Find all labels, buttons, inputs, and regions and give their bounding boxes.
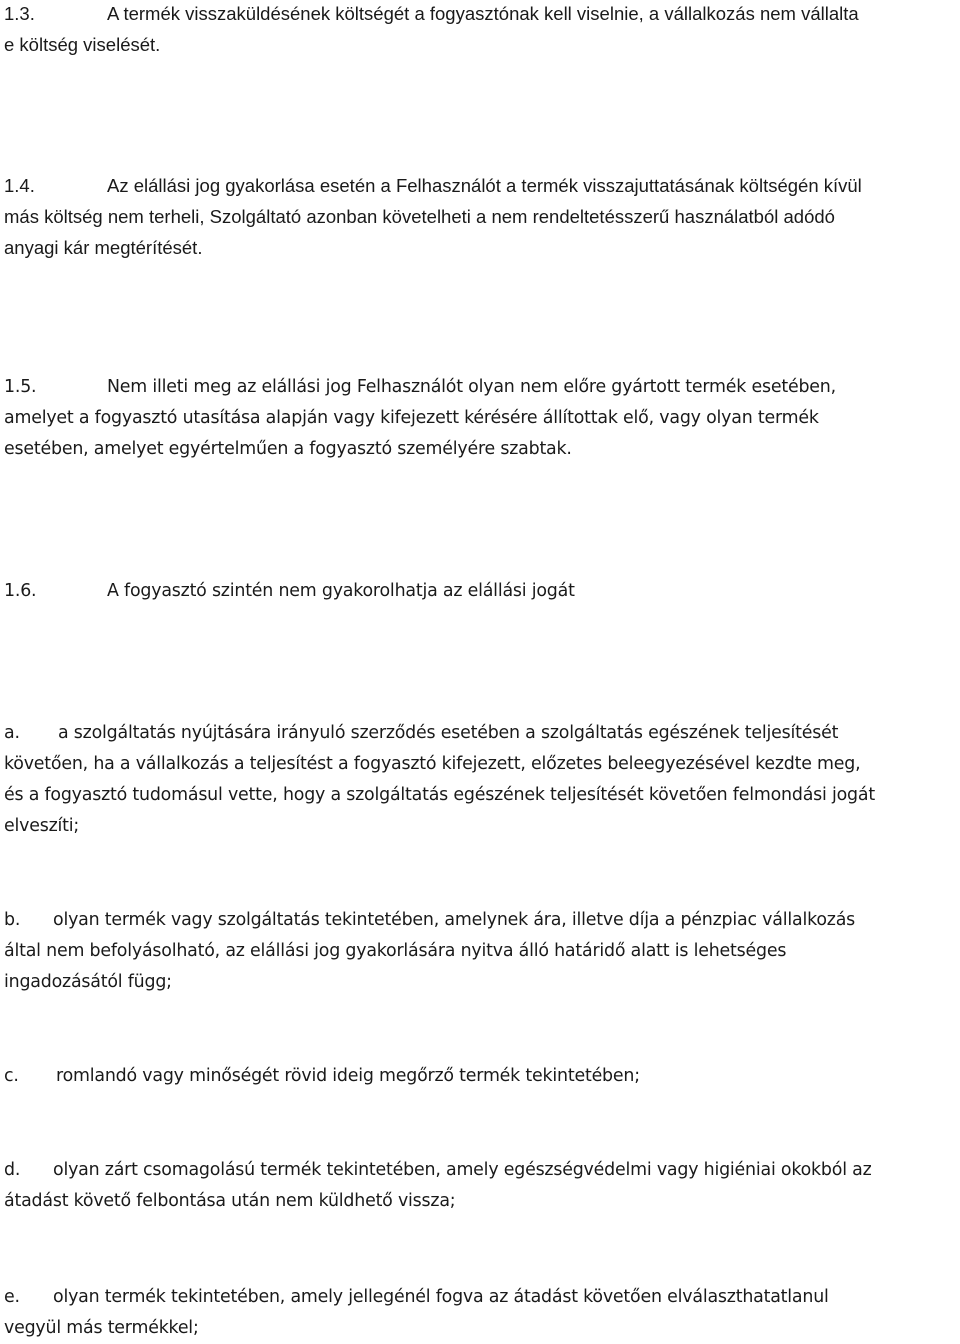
section-number: 1.4. [4,175,35,196]
list-text: átadást követő felbontása után nem küldhető vissza; [4,1191,456,1211]
list-item-e [4,1282,956,1344]
section-text: e költség viselését. [4,34,161,55]
list-text: a szolgáltatás nyújtására irányuló szerződés esetében a szolgáltatás egészének teljesítését [58,723,839,743]
list-text: vegyül más termékkel; [4,1318,199,1338]
list-text: olyan termék vagy szolgáltatás tekintetében, amelynek ára, illetve díja a pénzpiac vállalkozás [53,910,856,930]
list-line [4,1282,956,1313]
section-text: esetében, amelyet egyértelműen a fogyasztó személyére szabtak. [4,439,572,459]
section-line [4,0,956,29]
list-text: által nem befolyásolható, az elállási jog gyakorlására nyitva álló határidő alatt is lehetséges [4,941,787,961]
section-number: 1.5. [4,377,37,397]
section-text: A termék visszaküldésének költségét a fogyasztónak kell viselnie, a vállalkozás nem vállalta [107,3,859,24]
list-text: romlandó vagy minőségét rövid ideig megőrző termék tekintetében; [56,1066,640,1086]
section-1-5 [4,372,956,465]
list-text: és a fogyasztó tudomásul vette, hogy a szolgáltatás egészének teljesítését követően felmondási jogát [4,785,875,805]
section-text: A fogyasztó szintén nem gyakorolhatja az elállási jogát [107,581,575,601]
list-letter: c. [4,1066,19,1086]
list-item-b [4,905,956,998]
section-1-3 [4,0,956,60]
section-line [4,576,956,607]
section-line [4,170,956,201]
list-letter: b. [4,910,21,930]
list-letter: e. [4,1287,20,1307]
section-number: 1.3. [4,3,35,24]
list-item-d [4,1155,956,1217]
list-text: elveszíti; [4,816,80,836]
section-text: más költség nem terheli, Szolgáltató azonban követelheti a nem rendeltetésszerű használatból adódó [4,206,835,227]
section-text: anyagi kár megtérítését. [4,237,203,258]
list-line [4,1155,956,1186]
section-1-4 [4,170,956,263]
section-text: Az elállási jog gyakorlása esetén a Felhasználót a termék visszajuttatásának költségén kívül [107,175,862,196]
list-item-a [4,718,956,842]
list-text: ingadozásától függ; [4,972,172,992]
section-number: 1.6. [4,581,37,601]
list-item-c [4,1061,956,1092]
section-line [4,372,956,403]
section-text: amelyet a fogyasztó utasítása alapján vagy kifejezett kérésére állítottak elő, vagy olyan termék [4,408,819,428]
list-text: követően, ha a vállalkozás a teljesítést a fogyasztó kifejezett, előzetes beleegyezésével kezdte meg, [4,754,861,774]
list-text: olyan termék tekintetében, amely jellegénél fogva az átadást követően elválaszthatatlanul [53,1287,829,1307]
list-text: olyan zárt csomagolású termék tekintetében, amely egészségvédelmi vagy higiéniai okokból az [53,1160,872,1180]
list-letter: a. [4,723,20,743]
section-text: Nem illeti meg az elállási jog Felhasználót olyan nem előre gyártott termék esetében, [107,377,836,397]
list-line [4,1061,956,1092]
list-line [4,718,956,749]
list-line [4,905,956,936]
section-1-6 [4,576,956,607]
list-letter: d. [4,1160,21,1180]
